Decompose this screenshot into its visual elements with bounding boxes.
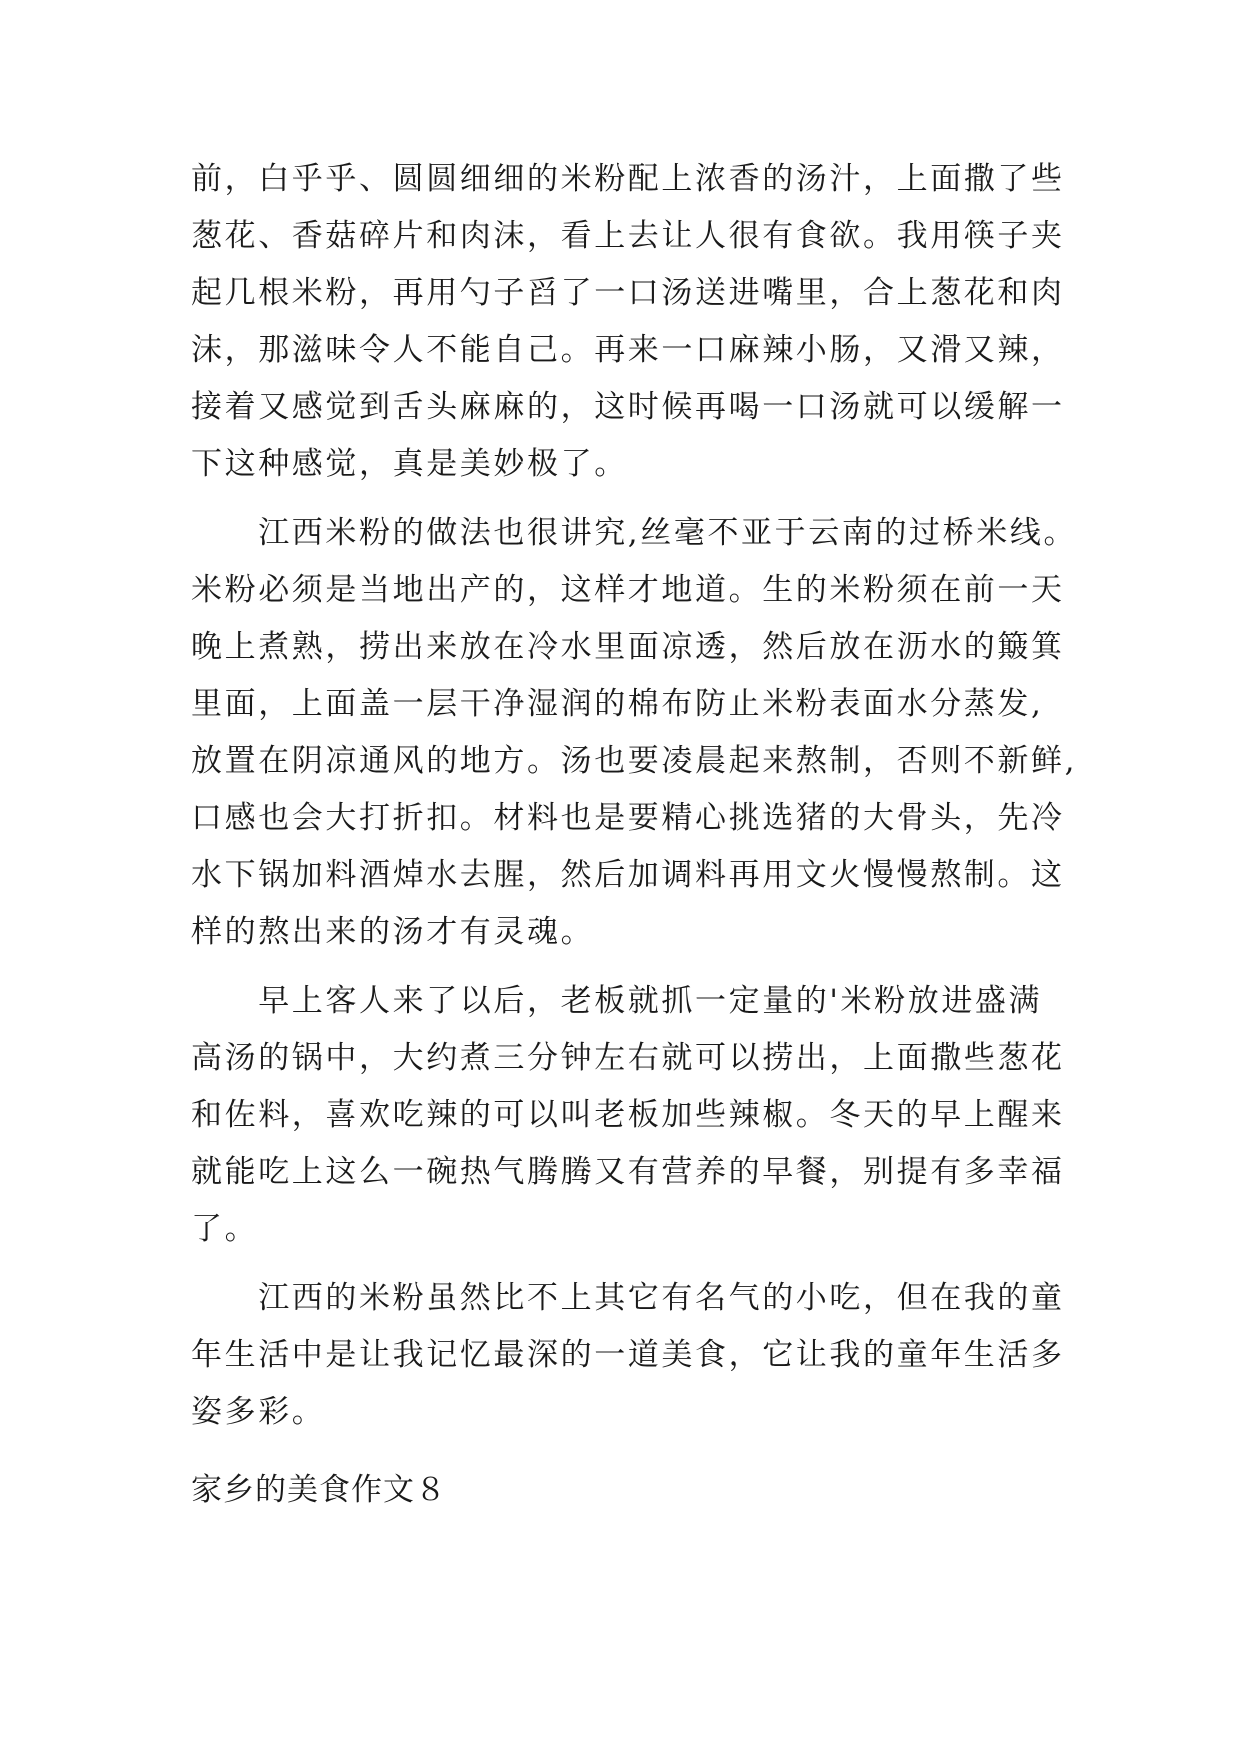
text-line: 起几根米粉，再用勺子舀了一口汤送进嘴里，合上葱花和肉 — [191, 275, 1065, 311]
text-line: 口感也会大打折扣。材料也是要精心挑选猪的大骨头，先冷 — [191, 800, 1065, 836]
text-line: 里面，上面盖一层干净湿润的棉布防止米粉表面水分蒸发, — [191, 686, 1044, 722]
section-heading: 家乡的美食作文８ — [191, 1472, 447, 1508]
text-line: 高汤的锅中，大约煮三分钟左右就可以捞出，上面撒些葱花 — [191, 1040, 1065, 1076]
text-line: 姿多彩。 — [191, 1394, 326, 1430]
text-line: 沫，那滋味令人不能自己。再来一口麻辣小肠，又滑又辣， — [191, 332, 1065, 368]
text-line: 年生活中是让我记忆最深的一道美食，它让我的童年生活多 — [191, 1337, 1065, 1373]
text-line: 早上客人来了以后，老板就抓一定量的'米粉放进盛满 — [191, 983, 1043, 1019]
text-line: 江西的米粉虽然比不上其它有名气的小吃，但在我的童 — [191, 1280, 1065, 1316]
text-line: 米粉必须是当地出产的，这样才地道。生的米粉须在前一天 — [191, 572, 1065, 608]
text-line: 就能吃上这么一碗热气腾腾又有营养的早餐，别提有多幸福 — [191, 1154, 1065, 1190]
text-line: 接着又感觉到舌头麻麻的，这时候再喝一口汤就可以缓解一 — [191, 389, 1065, 425]
text-line: 样的熬出来的汤才有灵魂。 — [191, 914, 595, 950]
text-line: 和佐料，喜欢吃辣的可以叫老板加些辣椒。冬天的早上醒来 — [191, 1097, 1065, 1133]
text-line: 水下锅加料酒焯水去腥，然后加调料再用文火慢慢熬制。这 — [191, 857, 1065, 893]
text-line: 葱花、香菇碎片和肉沫，看上去让人很有食欲。我用筷子夹 — [191, 218, 1065, 254]
text-line: 晚上煮熟，捞出来放在冷水里面凉透，然后放在沥水的簸箕 — [191, 629, 1065, 665]
text-line: 前，白乎乎、圆圆细细的米粉配上浓香的汤汁，上面撒了些 — [191, 161, 1065, 197]
text-line: 了。 — [191, 1211, 259, 1247]
text-line: 下这种感觉，真是美妙极了。 — [191, 446, 628, 482]
text-line: 江西米粉的做法也很讲究,丝毫不亚于云南的过桥米线。 — [191, 515, 1078, 551]
text-line: 放置在阴凉通风的地方。汤也要凌晨起来熬制，否则不新鲜, — [191, 743, 1078, 779]
